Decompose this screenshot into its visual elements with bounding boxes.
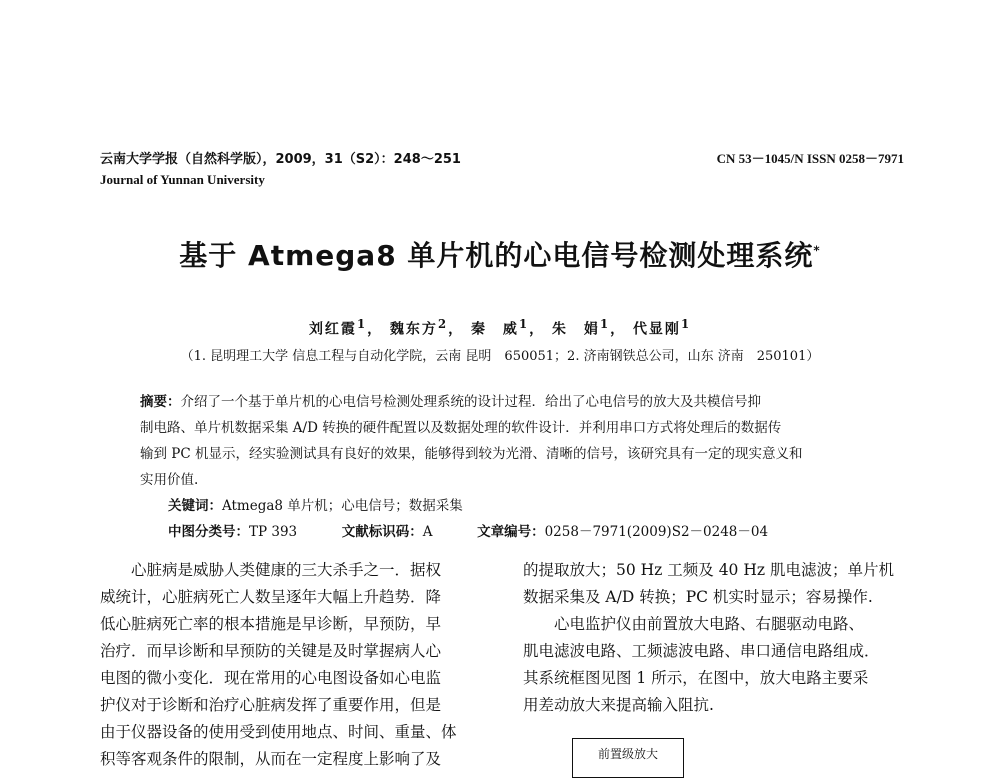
- author-affiliations: （1. 昆明理工大学 信息工程与自动化学院，云南 昆明 650051；2. 济南钢铁总公司，山东 济南 250101）: [180, 349, 820, 364]
- abstract-line: [140, 389, 880, 415]
- classification-line: [140, 519, 880, 545]
- author-affiliation-mark: 1: [518, 317, 530, 331]
- paper-title-text: 基于 Atmega8 单片机的心电信号检测处理系统: [179, 239, 814, 272]
- author-name: 代显刚: [632, 321, 681, 338]
- keywords-value: Atmega8 单片机；心电信号；数据采集: [222, 498, 463, 514]
- keywords-line: [140, 493, 880, 519]
- author-name: 刘红霞: [308, 321, 357, 338]
- author-name: 魏东方: [389, 321, 438, 338]
- author-affiliation-mark: 1: [356, 317, 368, 331]
- body-column-left: [100, 557, 498, 773]
- body-line: 低心脏病死亡率的根本措施是早诊断，早预防，早: [100, 615, 442, 633]
- author-affiliation-mark: 1: [599, 317, 611, 331]
- document-code-value: A: [422, 524, 433, 540]
- body-line: 威统计，心脏病死亡人数呈逐年大幅上升趋势．降: [100, 588, 442, 606]
- body-line: 护仪对于诊断和治疗心脏病发挥了重要作用，但是: [100, 696, 442, 714]
- paper-title: [0, 234, 1000, 274]
- body-line: 的提取放大；50 Hz 工频及 40 Hz 肌电滤波；单片机: [523, 561, 894, 579]
- keywords-label: 关键词：: [168, 498, 222, 514]
- article-number-label: 文章编号：: [477, 524, 545, 540]
- abstract-line: 输到 PC 机显示，经实验测试具有良好的效果，能够得到较为光滑、清晰的信号，该研究具有一定的现实意义和: [140, 446, 803, 462]
- figure-preamp-label: 前置级放大: [597, 747, 658, 761]
- body-line: 用差动放大来提高输入阻抗.: [523, 696, 714, 714]
- body-line: 电图的微小变化．现在常用的心电图设备如心电监: [100, 669, 442, 687]
- author-list: 刘红霞$^1$， 魏东方$^2$， 秦 威$^1$， 朱 娟$^1$， 代显刚$^1$: [308, 317, 692, 338]
- clc-label: 中图分类号：: [168, 524, 249, 540]
- body-line: 肌电滤波电路、工频滤波电路、串口通信电路组成．: [523, 642, 880, 660]
- abstract-line: 制电路、单片机数据采集 A/D 转换的硬件配置以及数据处理的软件设计．并利用串口方式将处理后的数据传: [140, 420, 782, 436]
- abstract-line: 实用价值.: [140, 472, 199, 488]
- document-code-label: 文献标识码：: [341, 524, 423, 540]
- author-affiliation-mark: 2: [437, 317, 449, 331]
- title-footnote-mark: *: [813, 243, 821, 258]
- body-line: 治疗．而早诊断和早预防的关键是及时掌握病人心: [100, 642, 442, 660]
- body-column-right: [523, 557, 908, 719]
- author-affiliation-mark: 1: [680, 317, 692, 331]
- body-line: 其系统框图见图 1 所示，在图中，放大电路主要采: [523, 669, 869, 687]
- author-name: 秦 威: [470, 321, 519, 338]
- body-line: 心电监护仪由前置放大电路、右腿驱动电路、: [523, 615, 865, 633]
- abstract-label: 摘要：: [140, 394, 181, 410]
- journal-citation: 云南大学学报（自然科学版），2009，31（S2）：248～251: [100, 152, 461, 167]
- journal-name-english: Journal of Yunnan University: [100, 172, 265, 187]
- issn-number: CN 53－1045/N ISSN 0258－7971: [716, 151, 904, 166]
- author-name: 朱 娟: [551, 321, 600, 338]
- article-number-value: 0258－7971(2009)S2－0248－04: [544, 524, 769, 540]
- body-line: 积等客观条件的限制，从而在一定程度上影响了及: [100, 750, 442, 768]
- body-line: 心脏病是威胁人类健康的三大杀手之一．据权: [100, 561, 442, 579]
- abstract-text: 介绍了一个基于单片机的心电信号检测处理系统的设计过程．给出了心电信号的放大及共模信号抑: [180, 394, 761, 410]
- figure-preamp-block: [572, 738, 684, 778]
- body-line: 数据采集及 A/D 转换；PC 机实时显示；容易操作.: [523, 588, 873, 606]
- clc-value: TP 393: [249, 524, 298, 540]
- abstract-block: [140, 389, 880, 545]
- body-line: 由于仪器设备的使用受到使用地点、时间、重量、体: [100, 723, 457, 741]
